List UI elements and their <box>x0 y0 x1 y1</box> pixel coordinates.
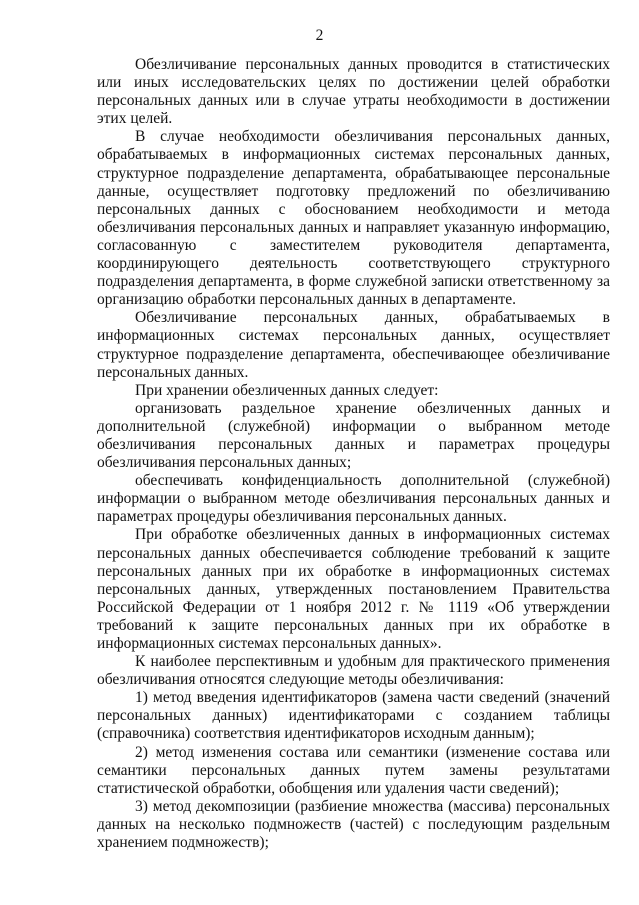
paragraph-protection-requirements: При обработке обезличенных данных в информационных системах персональных данных обеспечивается соблюдение требований к защите персональных данных при их обработке в информационных системах персональных данных, утвержденных постановлением Правительства Российской Федерации от 1 ноября 2012 г. № 1119 «Об утверждении требований к защите персональных данных при их обработке в информационных системах персональных данных». <box>97 526 610 652</box>
page-number: 2 <box>315 27 324 44</box>
paragraph-anonymization-purpose: Обезличивание персональных данных проводится в статистических или иных исследовательских целях по достижении целей обработки персональных данных или в случае утраты необходимости в достижении этих целей. <box>97 56 610 128</box>
paragraph-separate-storage: организовать раздельное хранение обезличенных данных и дополнительной (служебной) информации о выбранном методе обезличивания персональных данных и параметрах процедуры обезличивания персональных данных; <box>97 399 610 472</box>
paragraph-confidentiality: обеспечивать конфиденциальность дополнительной (служебной) информации о выбранном методе обезличивания персональных данных и параметрах процедуры обезличивания персональных данных. <box>97 472 610 526</box>
list-item-method-identifiers: 1) метод введения идентификаторов (замена части сведений (значений персональных данных) идентификаторами с созданием таблицы (справочника) соответствия идентификаторов исходным данным); <box>97 689 610 743</box>
list-item-method-decomposition: 3) метод декомпозиции (разбиение множества (массива) персональных данных на несколько подмножеств (частей) с последующим раздельным хранением подмножеств); <box>97 797 610 852</box>
paragraph-storage-requirements: При хранении обезличенных данных следует: <box>135 381 439 399</box>
list-item-method-semantics: 2) метод изменения состава или семантики (изменение состава или семантики персональных данных путем замены результатами статистической обработки, обобщения или удаления части сведений); <box>97 743 610 797</box>
paragraph-anonymization-procedure: В случае необходимости обезличивания персональных данных, обрабатываемых в информационных системах персональных данных, структурное подразделение департамента, обрабатывающее персональные данные, осуществляет подготовку предложений по обезличиванию персональных данных с обоснованием необходимости и метода обезличивания персональных данных и направляет указанную информацию, согласованную с заместителем руководителя департамента, координирующего деятельность соответствующего структурного подразделения департамента, в форме служебной записки ответственному за организацию обработки персональных данных в департаменте. <box>97 128 610 309</box>
document-body <box>97 56 610 852</box>
paragraph-methods-intro: К наиболее перспективным и удобным для практического применения обезличивания относятся следующие методы обезличивания: <box>97 653 610 689</box>
paragraph-anonymization-responsible: Обезличивание персональных данных, обрабатываемых в информационных системах персональных данных, осуществляет структурное подразделение департамента, обеспечивающее обезличивание персональных данных. <box>97 309 610 381</box>
